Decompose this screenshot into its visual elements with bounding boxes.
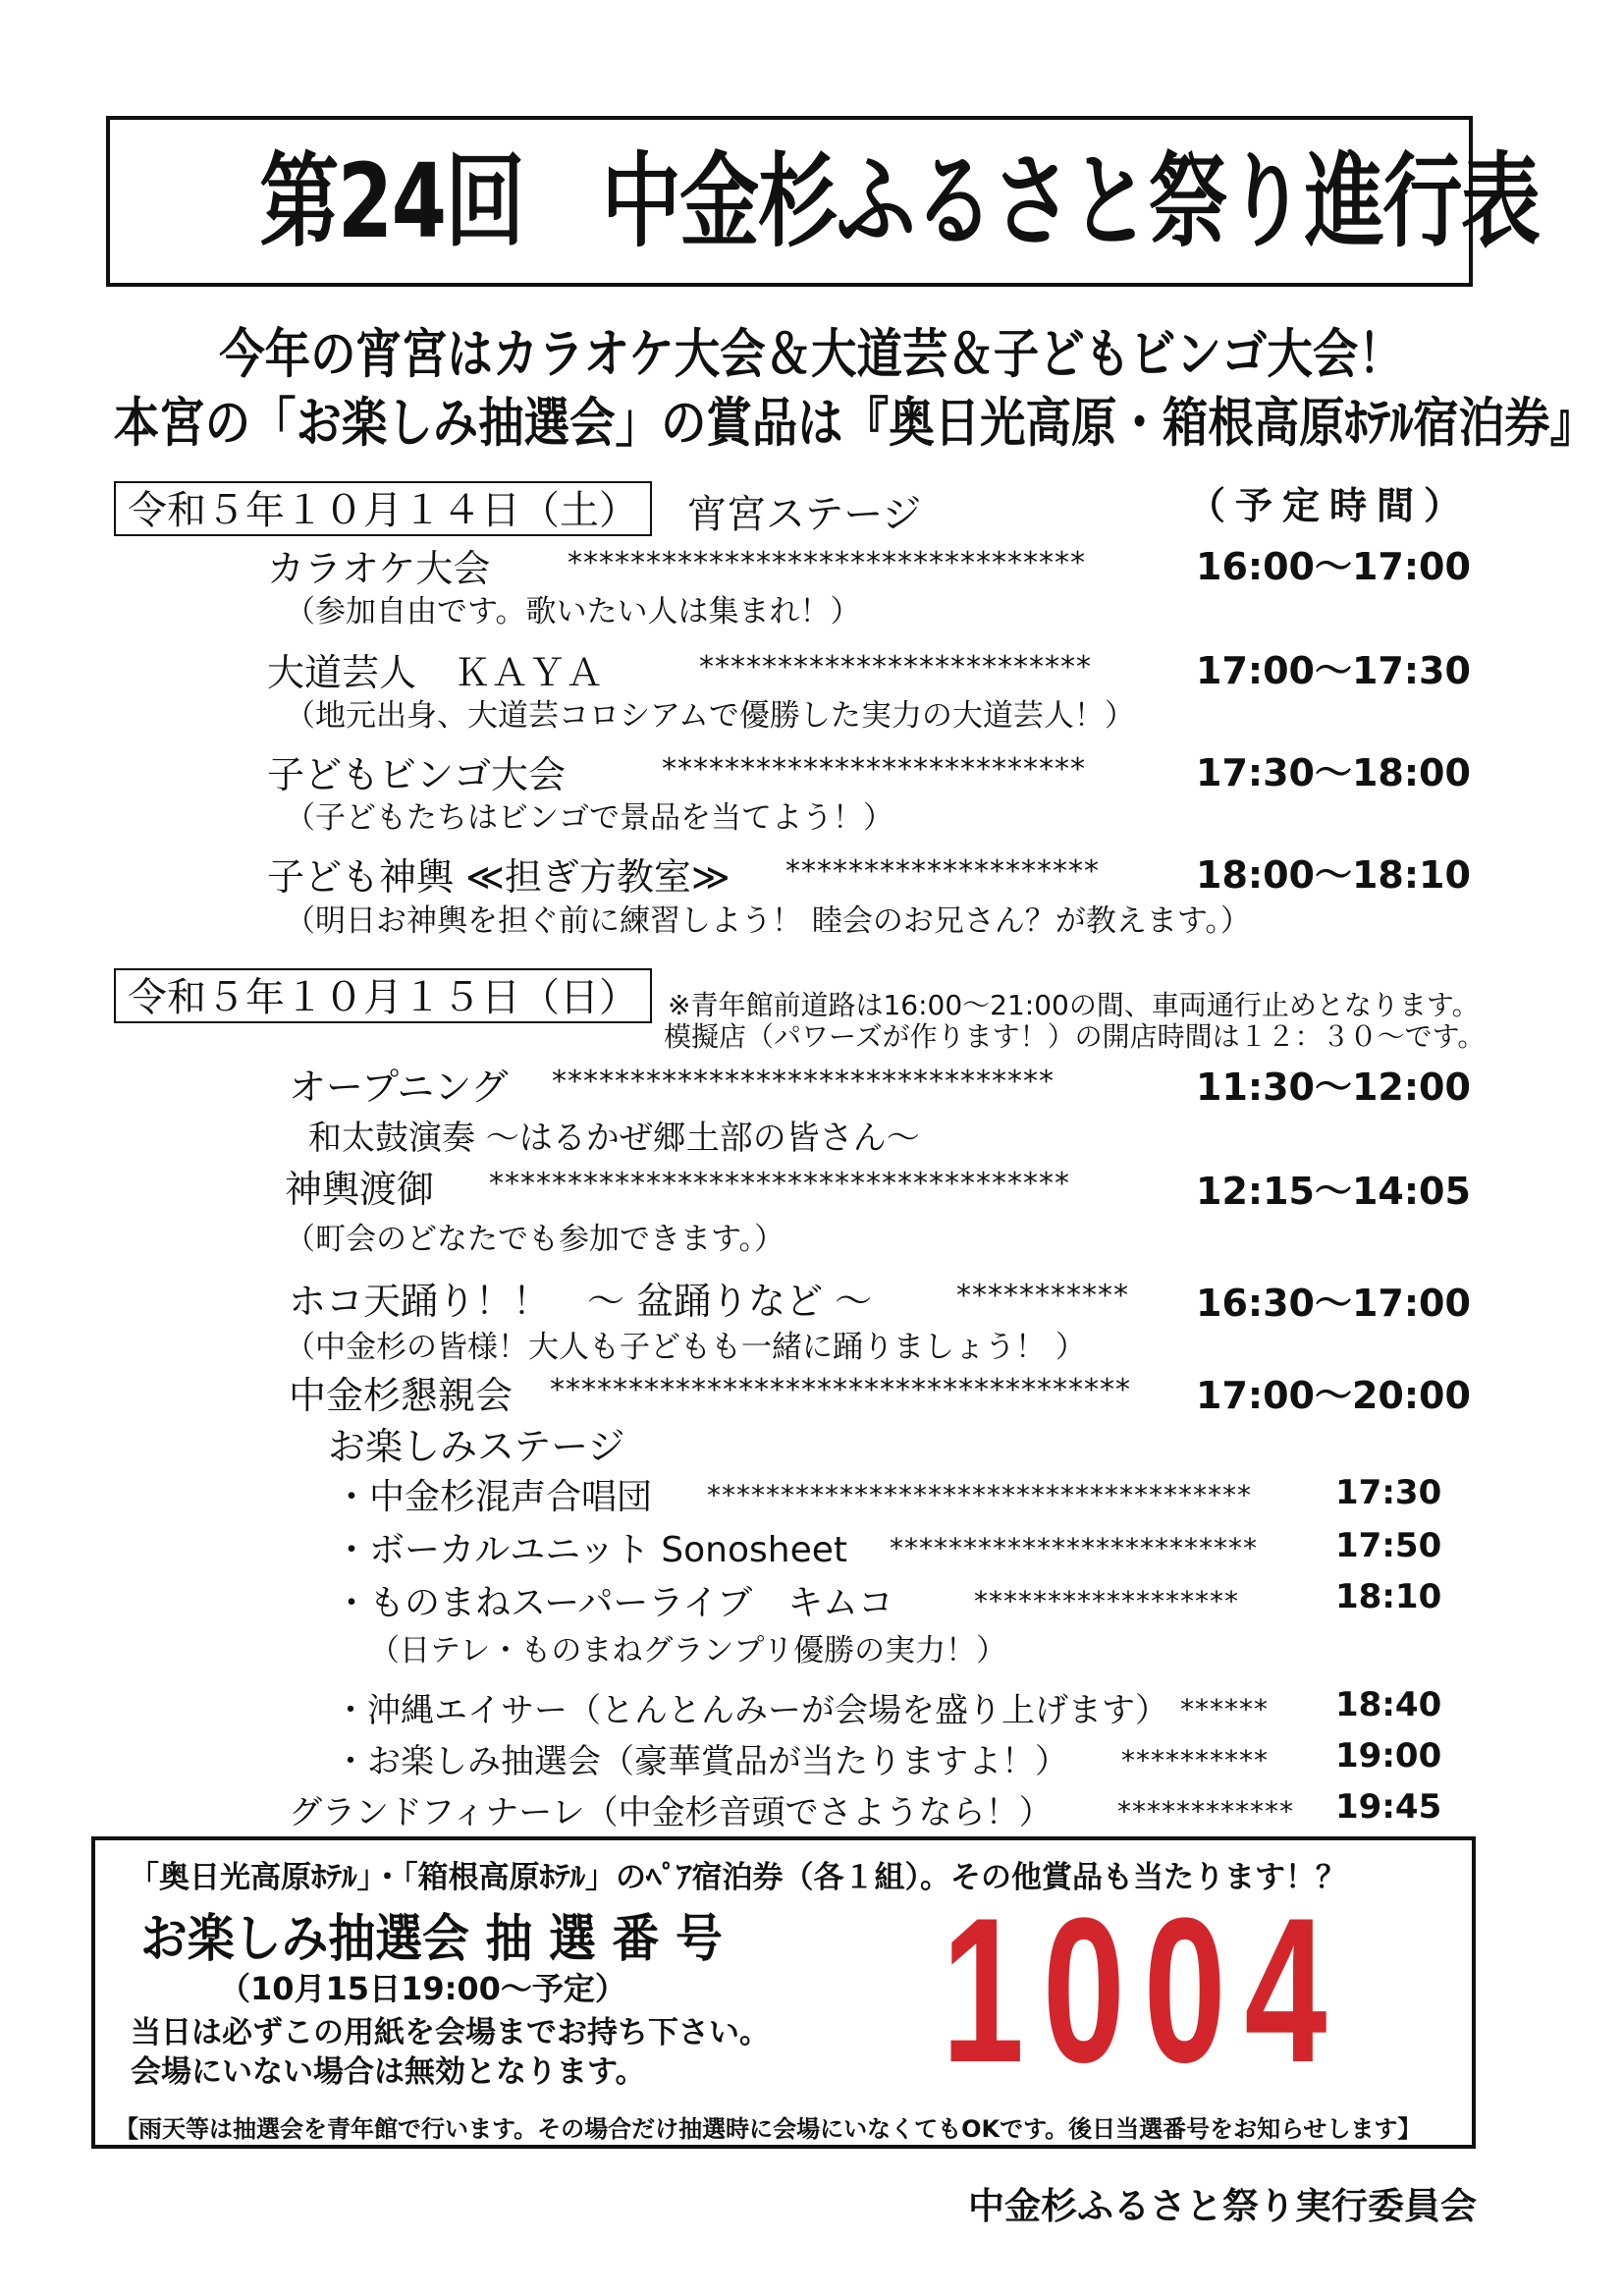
organizer-committee: 中金杉ふるさと祭り実行委員会 [968, 2185, 1477, 2227]
stage-item-vocal-unit-time: 17:50 [1335, 1526, 1442, 1565]
schedule-header: （予定時間） [1188, 484, 1472, 527]
event-street-performer-note: （地元出身、大道芸コロシアムで優勝した実力の大道芸人！） [285, 698, 1135, 734]
event-karaoke-note: （参加自由です。歌いたい人は集まれ！） [285, 594, 861, 629]
stage-item-choir-time: 17:30 [1335, 1473, 1442, 1512]
event-mikoshi-procession: 神輿渡御 [285, 1168, 435, 1211]
event-grand-finale-dots: ************ [1117, 1795, 1294, 1828]
event-street-dance-note: （中金杉の皆様！大人も子どもも一緒に踊りましょう！ ） [285, 1330, 1086, 1365]
event-bingo-note: （子どもたちはビンゴで景品を当てよう！） [285, 800, 893, 836]
lottery-box [91, 1836, 1476, 2149]
day2-stall-notice: 模擬店（パワーズが作ります！）の開店時間は１２：３０～です。 [664, 1020, 1486, 1053]
event-street-performer: 大道芸人 ＫＡＹＡ [267, 651, 604, 694]
event-bingo-time: 17:30～18:00 [1196, 751, 1471, 794]
event-opening-time: 11:30～12:00 [1196, 1066, 1471, 1109]
event-mikoshi-procession-time: 12:15～14:05 [1196, 1170, 1471, 1213]
event-opening-note: 和太鼓演奏 ～はるかぜ郷土部の皆さん～ [308, 1119, 920, 1158]
event-karaoke-time: 16:00～17:00 [1196, 545, 1471, 588]
event-kids-mikoshi-dots: ******************** [785, 854, 1100, 889]
event-opening-dots: ******************************** [552, 1065, 1055, 1099]
event-opening: オープニング [289, 1066, 509, 1109]
stage-item-impression-live: ・ものまねスーパーライブ キムコ [334, 1583, 893, 1623]
stage-item-impression-live-dots: ****************** [974, 1585, 1239, 1617]
event-kids-mikoshi-time: 18:00～18:10 [1196, 853, 1471, 897]
event-karaoke-dots: ********************************* [568, 546, 1086, 580]
title-box [106, 116, 1540, 287]
event-street-dance: ホコ天踊り！！ ～ 盆踊りなど ～ [289, 1280, 873, 1323]
lottery-prize: 「奥日光高原ﾎﾃﾙ」・「箱根高原ﾎﾃﾙ」のﾍﾟｱ宿泊券（各１組）。その他賞品も当たります！？ [129, 1860, 1346, 1895]
subtitle-2: 本宮の「お楽しみ抽選会」の賞品は『奥日光高原・箱根高原ﾎﾃﾙ宿泊券』 [113, 392, 1596, 454]
fun-stage-heading: お楽しみステージ [328, 1425, 625, 1468]
event-street-performer-time: 17:00～17:30 [1196, 649, 1471, 692]
lottery-when: （10月15日19:00～予定） [219, 1970, 626, 2007]
lottery-number: 1004 [942, 1875, 1346, 2105]
event-karaoke: カラオケ大会 [267, 547, 491, 590]
stage-item-lottery-dots: ********** [1121, 1744, 1269, 1777]
event-mikoshi-procession-dots: ************************************* [489, 1167, 1070, 1201]
stage-item-impression-live-time: 18:10 [1335, 1577, 1442, 1616]
event-social-party: 中金杉懇親会 [289, 1374, 514, 1417]
event-grand-finale: グランドフィナーレ（中金杉音頭でさようなら！） [289, 1793, 1053, 1832]
event-kids-mikoshi: 子ども神輿 ≪担ぎ方教室≫ [267, 855, 730, 899]
event-kids-mikoshi-note: （明日お神輿を担ぐ前に練習しよう！ 睦会のお兄さん？が教えます。） [285, 903, 1251, 939]
stage-item-lottery-time: 19:00 [1335, 1736, 1442, 1776]
page-title: 第24回 中金杉ふるさと祭り進行表 [259, 141, 1540, 261]
lottery-note-invalid: 会場にいない場合は無効となります。 [131, 2054, 646, 2090]
event-grand-finale-time: 19:45 [1335, 1787, 1442, 1827]
stage-item-lottery: ・お楽しみ抽選会（豪華賞品が当たりますよ！） [334, 1742, 1068, 1781]
stage-item-choir: ・中金杉混声合唱団 [334, 1477, 653, 1517]
day1-stage: 宵宮ステージ [687, 492, 922, 537]
stage-item-eisa-dots: ****** [1180, 1693, 1269, 1725]
lottery-title: お楽しみ抽選会 抽 選 番 号 [140, 1910, 723, 1969]
stage-item-vocal-unit-dots: ************************* [890, 1532, 1258, 1564]
event-social-party-time: 17:00～20:00 [1196, 1374, 1471, 1417]
event-street-performer-dots: ************************* [699, 650, 1092, 684]
event-bingo-dots: *************************** [662, 752, 1086, 787]
lottery-rain-note: 【雨天等は抽選会を青年館で行います。その場合だけ抽選時に会場にいなくてもOKです。後日当選番号をお知らせします】 [115, 2115, 1422, 2143]
day2-road-notice: ※青年館前道路は16:00～21:00の間、車両通行止めとなります。 [668, 989, 1480, 1021]
lottery-note-bring: 当日は必ずこの用紙を会場までお持ち下さい。 [131, 2015, 770, 2050]
event-social-party-dots: ************************************* [550, 1373, 1131, 1407]
event-bingo: 子どもビンゴ大会 [267, 753, 567, 796]
stage-item-choir-dots: ************************************* [707, 1479, 1252, 1511]
day1-date: 令和５年１０月１４日（土） [114, 481, 652, 536]
event-street-dance-time: 16:30～17:00 [1196, 1282, 1471, 1325]
event-mikoshi-procession-note: （町会のどなたでも参加できます。） [285, 1222, 785, 1257]
subtitle-1: 今年の宵宮はカラオケ大会＆大道芸＆子どもビンゴ大会！ [219, 323, 1404, 385]
day2-date: 令和５年１０月１５日（日） [114, 968, 652, 1023]
stage-item-vocal-unit: ・ボーカルユニット Sonosheet [334, 1530, 847, 1570]
stage-item-eisa: ・沖縄エイサー（とんとんみーが会場を盛り上げます） [334, 1691, 1168, 1730]
event-street-dance-dots: *********** [956, 1279, 1129, 1313]
stage-item-impression-live-note: （日テレ・ものまねグランプリ優勝の実力！） [369, 1633, 1007, 1668]
stage-item-eisa-time: 18:40 [1335, 1685, 1442, 1724]
